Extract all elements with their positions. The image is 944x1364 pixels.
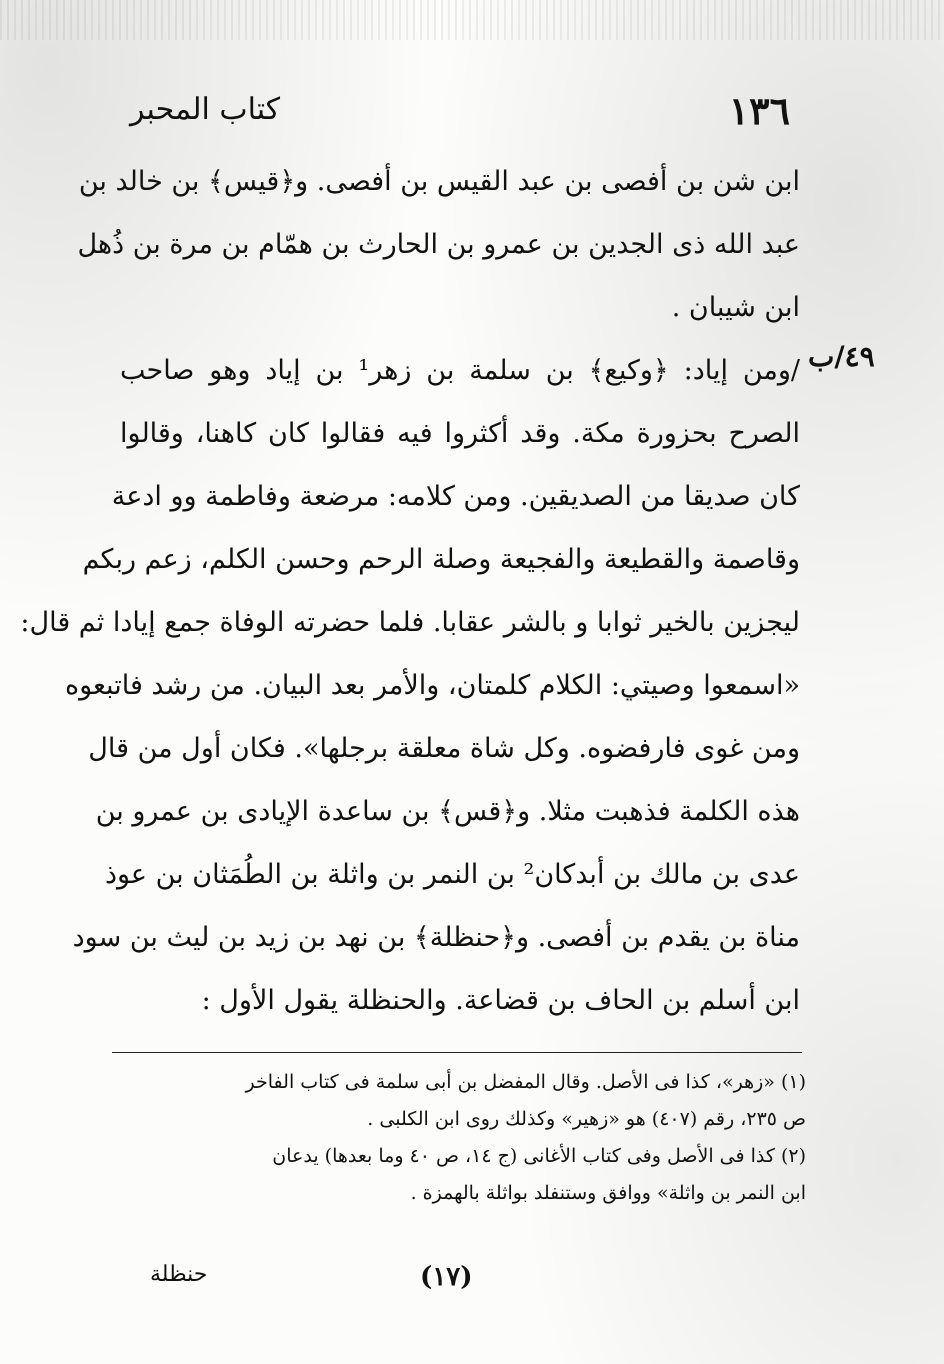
text-line: ومن غوى فارفضوه. وكل شاة معلقة برجلها». فكان أول من قال	[88, 733, 800, 764]
signature-mark: (١٧)	[420, 1262, 473, 1292]
text-line: هذه الكلمة فذهبت مثلا. و﴿قس﴾ بن ساعدة الإيادى بن عمرو بن	[95, 796, 800, 827]
text-line: ليجزين بالخير ثوابا و بالشر عقابا. فلما حضرته الوفاة جمع إيادا ثم قال:	[20, 607, 800, 638]
footnote-divider	[112, 1052, 802, 1053]
footnote-line: ص ٢٣٥، رقم (٤٠٧) هو «زهير» وكذلك روى ابن الكلبى .	[367, 1108, 806, 1130]
footnote-line: (٢) كذا فى الأصل وفى كتاب الأغانى (ج ١٤، ص ٤٠ وما بعدها) يدعان	[272, 1145, 806, 1167]
text-line: «اسمعوا وصيتي: الكلام كلمتان، والأمر بعد البيان. من رشد فاتبعوه	[64, 670, 800, 701]
scan-noise	[0, 0, 944, 40]
page-header	[130, 88, 790, 144]
text-line: مناة بن يقدم بن أفصى. و﴿حنظلة﴾ بن نهد بن زيد بن ليث بن سود	[72, 922, 800, 953]
footnotes	[96, 1064, 806, 1212]
text-line: عبد الله ذى الجدين بن عمرو بن الحارث بن همّام بن مرة بن ذُهل	[77, 229, 800, 260]
catchword: حنظلة	[150, 1262, 208, 1287]
text-line: ابن شن بن أفصى بن عبد القيس بن أفصى. و﴿قيس﴾ بن خالد بن	[78, 166, 800, 197]
text-line: الصرح بحزورة مكة. وقد أكثروا فيه فقالوا كان كاهنا، وقالوا	[120, 418, 800, 449]
text-line: عدى بن مالك بن أبدكان² بن النمر بن واثلة بن الطُمَثان بن عوذ	[104, 859, 800, 890]
text-line: ابن شيبان .	[671, 292, 800, 323]
text-line: كان صديقا من الصديقين. ومن كلامه: مرضعة وفاطمة وو ادعة	[111, 481, 800, 512]
text-line: ابن أسلم بن الحاف بن قضاعة. والحنظلة يقول الأول :	[201, 985, 800, 1016]
text-line: /ومن إياد: ﴿وكيع﴾ بن سلمة بن زهر¹ بن إياد وهو صاحب	[120, 355, 800, 386]
manuscript-folio-note: ٤٩/ب	[808, 340, 875, 373]
text-line: وقاصمة والقطيعة والفجيعة وصلة الرحم وحسن الكلم، زعم ربكم	[82, 544, 800, 575]
footnote-line: ابن النمر بن واثلة» ووافق وستنفلد بواثلة بالهمزة .	[410, 1182, 806, 1204]
page-number: ١٣٦	[728, 88, 790, 133]
running-title: كتاب المحبر	[130, 92, 281, 127]
footnote-line: (١) «زهر»، كذا فى الأصل. وقال المفضل بن أبى سلمة فى كتاب الفاخر	[245, 1071, 806, 1093]
page-footer	[130, 1262, 810, 1302]
main-text	[20, 150, 800, 1032]
